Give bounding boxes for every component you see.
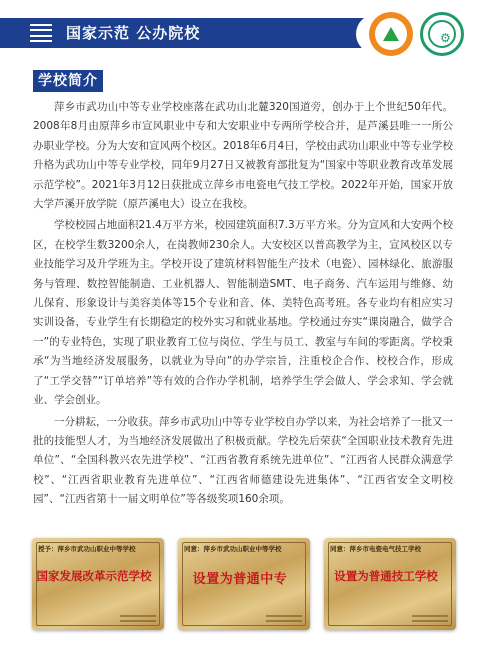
page-header — [0, 0, 485, 66]
award-plaque — [32, 538, 164, 630]
paragraph: 学校校园占地面积21.4万平方米，校园建筑面积7.3万平方米。分为宣风和大安两个校区，在校学生数3200余人，在岗教师230余人。大安校区以普高教学为主，宣风校区以专业技能学习及升学班为主。学校开设了建筑材料智能生产技术（电瓷）、园林绿化、旅游服务与管理、数控智能制造、工业机器人、智能制造SMT、电子商务、汽车运用与维修、幼儿保育、形象设计与美容美体等15个专业和音、体、美特色高考班。各专业均有相应实习实训设备，专业学生有长期稳定的校外实习和就业基地。学校通过夯实“课岗融合，做学合一”的专业特色，实现了职业教育工位与岗位、学生与员工、教室与车间的零距离。学校秉承“为当地经济发展服务，以就业为导向”的办学宗旨，注重校企合作、校校合作，形成了“工学交替”“订单培养”等有效的合作办学机制，培养学生学会做人、学会求知、学会就业、学会创业。 — [33, 219, 453, 407]
plaque-title: 国家发展改革示范学校 — [36, 569, 152, 583]
plaque-header: 同意：萍乡市武功山职业中等学校 — [184, 545, 282, 553]
mountain-icon — [383, 27, 399, 41]
paragraph: 萍乡市武功山中等专业学校座落在武功山北麓320国道旁，创办于上个世纪50年代。2008年8月由原萍乡市宣风职业中专和大安职业中专两所学校合并，是芦溪县唯一一所公办职业学校。分为大安和宣风两个校区。2018年6月4日，学校由武功山职业中等专业学校升格为武功山中等专业学校，同年9月27日又被教育部批复为“国家中等职业教育改革发展示范学校”。2021年3月12日获批成立萍乡市电瓷电气技工学校。2022年开始，国家开放大学芦溪开放学院（原芦溪电大）设立在我校。 — [33, 101, 453, 211]
plaque-signature-lines — [266, 615, 302, 622]
intro-body — [33, 98, 453, 512]
plaque-signature-lines — [120, 615, 156, 622]
gear-emblem-icon: ⚙ — [440, 31, 451, 45]
header-title: 国家示范 公办院校 — [66, 24, 201, 42]
award-plaques — [32, 538, 456, 630]
award-plaque — [324, 538, 456, 630]
plaque-title: 设置为普通技工学校 — [334, 569, 438, 583]
school-logo — [369, 12, 413, 56]
plaque-header: 同意：萍乡市电瓷电气技工学校 — [330, 545, 421, 553]
paragraph: 一分耕耘，一分收获。萍乡市武功山中等专业学校自办学以来，为社会培养了一批又一批的技能型人才，为当地经济发展做出了积极贡献。学校先后荣获“全国职业技术教育先进单位”、“全国科教兴农先进学校”、“江西省教育系统先进单位”、“江西省人民群众满意学校”、“江西省职业教育先进单位”、“江西省师德建设先进集体”、“江西省安全文明校园”、“江西省第十一届文明单位”等各级奖项160余项。 — [33, 415, 453, 506]
plaque-header: 授予：萍乡市武功山职业中等学校 — [38, 545, 136, 553]
header-stripes-decoration — [30, 24, 52, 42]
technical-school-logo — [420, 12, 464, 56]
award-plaque — [178, 538, 310, 630]
section-title: 学校简介 — [33, 70, 103, 92]
plaque-title: 设置为普通中专 — [192, 572, 288, 587]
plaque-signature-lines — [412, 615, 448, 622]
